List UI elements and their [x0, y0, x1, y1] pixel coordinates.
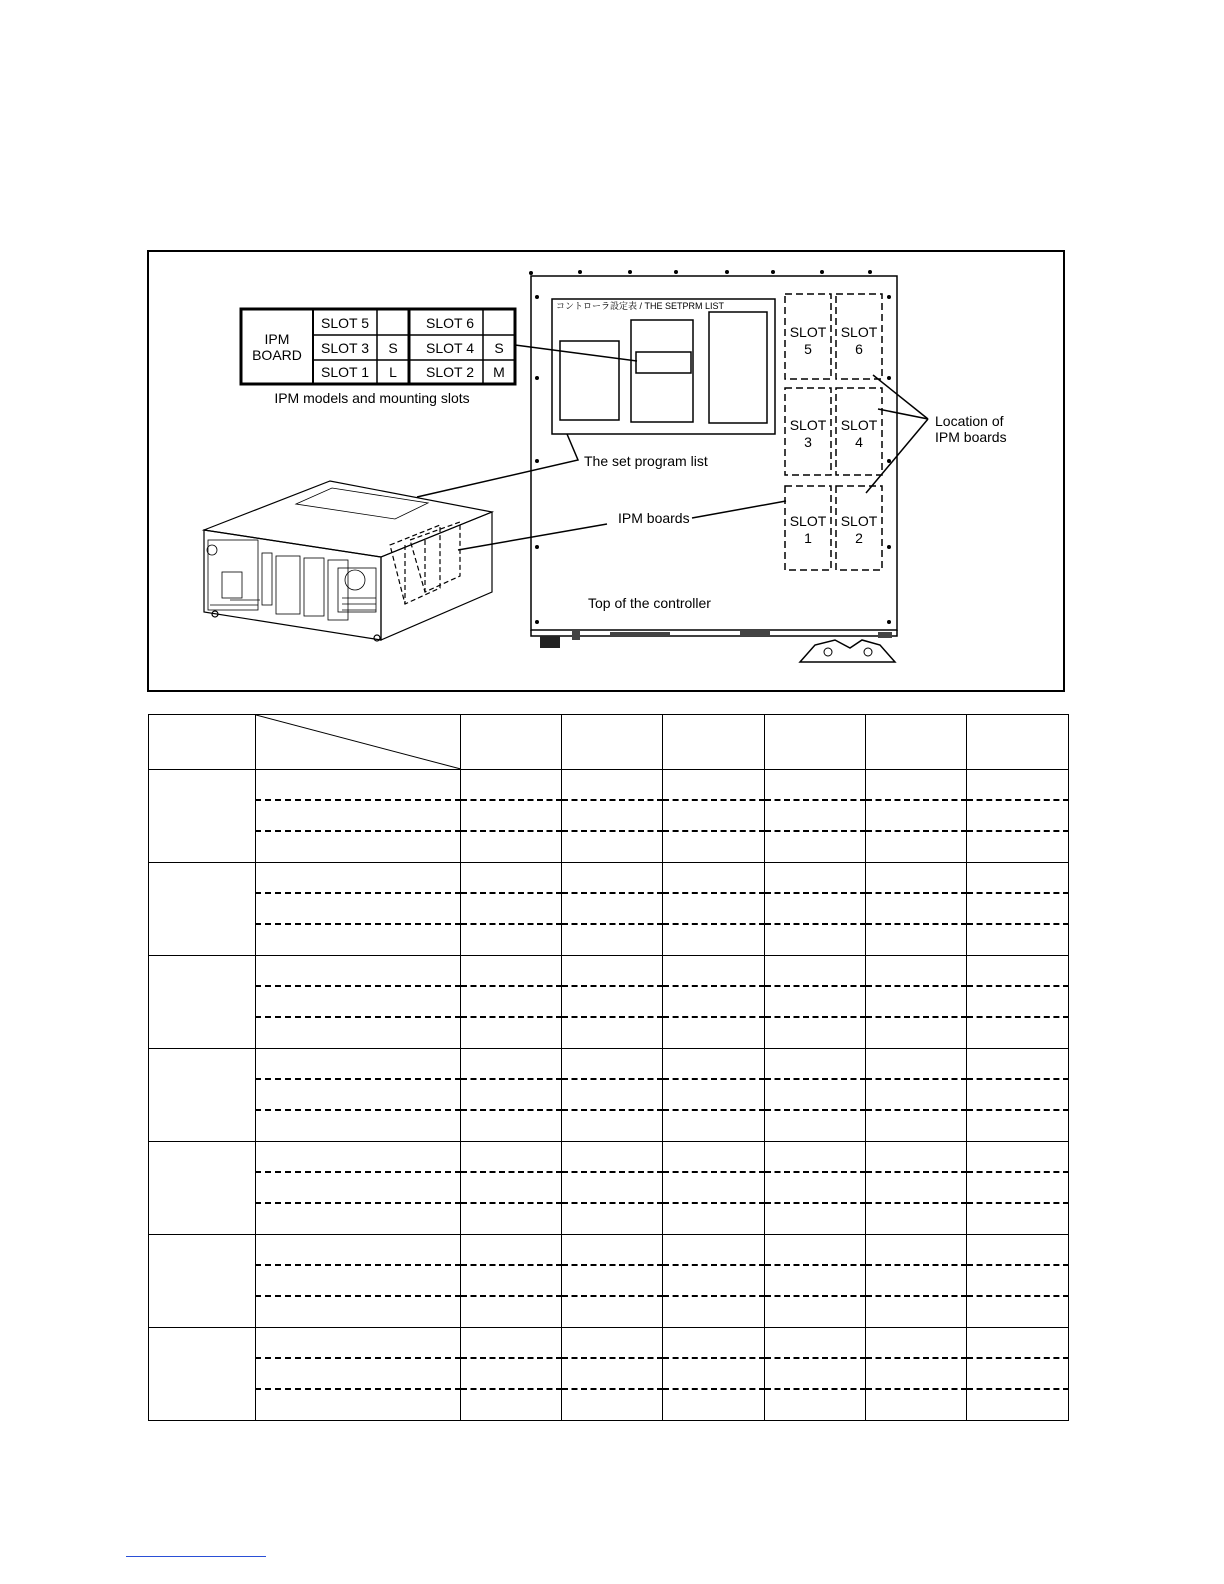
table-cell	[967, 1079, 1069, 1110]
table-cell	[256, 1141, 461, 1172]
slot-3-label: SLOT	[789, 417, 827, 433]
table-cell	[866, 862, 967, 893]
ipm-row-right-slot: SLOT 2	[426, 364, 474, 380]
table-cell	[967, 1265, 1069, 1296]
group-label-cell	[149, 769, 256, 862]
table-cell	[866, 831, 967, 862]
location-callout-line2: IPM boards	[935, 429, 1007, 445]
hinge-bracket	[800, 640, 895, 662]
table-cell	[663, 800, 765, 831]
ipm-board-label-1: IPM	[264, 331, 290, 347]
controller-figure	[0, 0, 1224, 700]
table-cell	[562, 1389, 663, 1420]
table-cell	[461, 862, 562, 893]
table-cell	[256, 986, 461, 1017]
table-row	[149, 1141, 1069, 1172]
table-cell	[562, 769, 663, 800]
table-cell	[967, 1048, 1069, 1079]
top-of-controller-caption: Top of the controller	[588, 595, 711, 611]
ipm-row-left-slot: SLOT 3	[321, 340, 369, 356]
table-cell	[461, 800, 562, 831]
table-cell	[562, 1234, 663, 1265]
table-cell	[256, 1358, 461, 1389]
table-row	[149, 1110, 1069, 1141]
table-cell	[866, 1048, 967, 1079]
table-cell	[461, 1358, 562, 1389]
table-cell	[461, 1079, 562, 1110]
table-cell	[562, 831, 663, 862]
table-cell	[967, 955, 1069, 986]
table-cell	[562, 893, 663, 924]
table-cell	[562, 955, 663, 986]
table-cell	[967, 1234, 1069, 1265]
table-cell	[461, 924, 562, 955]
table-cell	[663, 1141, 765, 1172]
ipm-row-left-slot: SLOT 1	[321, 364, 369, 380]
table-cell	[256, 831, 461, 862]
table-cell	[461, 831, 562, 862]
table-cell	[866, 1389, 967, 1420]
slot-6-number: 6	[855, 341, 863, 357]
slot-6-label: SLOT	[840, 324, 878, 340]
set-program-list-leader	[417, 434, 578, 497]
table-cell	[866, 893, 967, 924]
table-cell	[967, 1017, 1069, 1048]
table-cell	[765, 831, 866, 862]
table-cell	[967, 924, 1069, 955]
table-cell	[256, 893, 461, 924]
table-cell	[256, 1048, 461, 1079]
table-cell	[967, 1358, 1069, 1389]
table-cell	[765, 1296, 866, 1327]
group-label-cell	[149, 1327, 256, 1420]
table-cell	[866, 1234, 967, 1265]
header-cell	[866, 715, 967, 770]
table-cell	[256, 769, 461, 800]
table-cell	[256, 1296, 461, 1327]
table-cell	[967, 1327, 1069, 1358]
table-cell	[866, 769, 967, 800]
table-cell	[562, 1172, 663, 1203]
table-row	[149, 862, 1069, 893]
header-cell	[967, 715, 1069, 770]
header-cell	[149, 715, 256, 770]
table-cell	[967, 893, 1069, 924]
slot-2-number: 2	[855, 530, 863, 546]
table-cell	[663, 1265, 765, 1296]
header-cell	[461, 715, 562, 770]
table-cell	[461, 1296, 562, 1327]
ipm-models-table	[241, 309, 515, 384]
table-cell	[562, 1141, 663, 1172]
slot-5-number: 5	[804, 341, 812, 357]
blank-grid-table	[148, 714, 1069, 1421]
table-cell	[765, 893, 866, 924]
table-cell	[256, 800, 461, 831]
table-cell	[256, 1079, 461, 1110]
table-cell	[663, 1203, 765, 1234]
table-cell	[866, 1203, 967, 1234]
table-cell	[663, 831, 765, 862]
table-cell	[765, 1265, 866, 1296]
slot-1-number: 1	[804, 530, 812, 546]
group-label-cell	[149, 1234, 256, 1327]
table-cell	[562, 1203, 663, 1234]
table-cell	[663, 955, 765, 986]
table-cell	[967, 862, 1069, 893]
table-cell	[461, 1172, 562, 1203]
ipm-row-left-model: L	[389, 364, 397, 380]
table-cell	[562, 1079, 663, 1110]
ipm-table-caption: IPM models and mounting slots	[274, 390, 470, 406]
ipm-row-right-model: M	[493, 364, 505, 380]
table-cell	[461, 955, 562, 986]
table-cell	[256, 1234, 461, 1265]
table-cell	[967, 1141, 1069, 1172]
table-row	[149, 1017, 1069, 1048]
table-cell	[256, 1327, 461, 1358]
table-cell	[663, 1296, 765, 1327]
table-cell	[663, 924, 765, 955]
table-row	[149, 1203, 1069, 1234]
slot-2-label: SLOT	[840, 513, 878, 529]
table-cell	[663, 1358, 765, 1389]
table-cell	[256, 1172, 461, 1203]
header-cell	[562, 715, 663, 770]
table-row	[149, 1327, 1069, 1358]
table-row	[149, 831, 1069, 862]
table-cell	[562, 1265, 663, 1296]
table-cell	[765, 955, 866, 986]
table-cell	[967, 1172, 1069, 1203]
table-row	[149, 1358, 1069, 1389]
table-cell	[562, 1296, 663, 1327]
ipm-row-left-model: S	[388, 340, 398, 356]
table-cell	[256, 955, 461, 986]
table-cell	[765, 1327, 866, 1358]
table-cell	[765, 1358, 866, 1389]
table-cell	[765, 862, 866, 893]
slot-5-label: SLOT	[789, 324, 827, 340]
table-row	[149, 924, 1069, 955]
ipm-boards-leader-right	[692, 501, 786, 518]
table-cell	[256, 1017, 461, 1048]
table-cell	[461, 1017, 562, 1048]
table-cell	[765, 924, 866, 955]
table-cell	[967, 769, 1069, 800]
table-row	[149, 800, 1069, 831]
table-cell	[256, 1110, 461, 1141]
table-cell	[562, 862, 663, 893]
ipm-row-left-slot: SLOT 5	[321, 315, 369, 331]
location-callout-line1: Location of	[935, 413, 1004, 429]
table-cell	[765, 1172, 866, 1203]
table-cell	[866, 1172, 967, 1203]
table-row	[149, 769, 1069, 800]
controller-isometric-drawing	[204, 481, 492, 641]
table-cell	[967, 1110, 1069, 1141]
table-cell	[967, 800, 1069, 831]
header-cell	[765, 715, 866, 770]
table-cell	[256, 1389, 461, 1420]
table-cell	[967, 831, 1069, 862]
table-cell	[765, 769, 866, 800]
table-cell	[765, 1141, 866, 1172]
table-row	[149, 893, 1069, 924]
table-cell	[663, 1327, 765, 1358]
ipm-row-right-slot: SLOT 6	[426, 315, 474, 331]
table-cell	[765, 1079, 866, 1110]
table-cell	[663, 1389, 765, 1420]
table-row	[149, 955, 1069, 986]
table-cell	[461, 986, 562, 1017]
table-row	[149, 1265, 1069, 1296]
table-cell	[256, 862, 461, 893]
table-cell	[461, 1265, 562, 1296]
table-cell	[461, 1110, 562, 1141]
table-row	[149, 1296, 1069, 1327]
slot-4-label: SLOT	[840, 417, 878, 433]
table-cell	[461, 1234, 562, 1265]
ipm-boards-leader-left	[458, 524, 607, 550]
table-cell	[562, 1017, 663, 1048]
table-cell	[562, 986, 663, 1017]
table-cell	[866, 1358, 967, 1389]
table-cell	[461, 769, 562, 800]
table-cell	[663, 1048, 765, 1079]
footer-rule	[126, 1556, 266, 1557]
table-cell	[256, 1203, 461, 1234]
table-cell	[866, 800, 967, 831]
table-cell	[866, 1327, 967, 1358]
table-row	[149, 1079, 1069, 1110]
table-cell	[663, 769, 765, 800]
table-cell	[562, 800, 663, 831]
table-cell	[866, 955, 967, 986]
table-cell	[765, 1110, 866, 1141]
table-cell	[967, 1389, 1069, 1420]
table-cell	[461, 1327, 562, 1358]
table-cell	[967, 986, 1069, 1017]
table-cell	[461, 893, 562, 924]
table-cell	[967, 1203, 1069, 1234]
table-row	[149, 1048, 1069, 1079]
table-cell	[256, 1265, 461, 1296]
table-row	[149, 1234, 1069, 1265]
slot-3-number: 3	[804, 434, 812, 450]
table-cell	[256, 924, 461, 955]
table-row	[149, 1172, 1069, 1203]
header-row	[149, 715, 1069, 770]
table-cell	[461, 1048, 562, 1079]
ipm-boards-callout: IPM boards	[618, 510, 690, 526]
table-cell	[461, 1141, 562, 1172]
table-cell	[866, 1017, 967, 1048]
table-cell	[562, 1327, 663, 1358]
ipm-row-right-slot: SLOT 4	[426, 340, 474, 356]
table-row	[149, 1389, 1069, 1420]
ipm-board-label-2: BOARD	[252, 347, 302, 363]
table-cell	[866, 924, 967, 955]
table-cell	[562, 1358, 663, 1389]
setprm-list-label: コントローラ設定表 / THE SETPRM LIST	[556, 301, 725, 311]
table-cell	[663, 1234, 765, 1265]
setprm-list-box	[552, 299, 775, 434]
table-cell	[663, 986, 765, 1017]
table-cell	[765, 800, 866, 831]
table-row	[149, 986, 1069, 1017]
group-label-cell	[149, 1141, 256, 1234]
table-cell	[663, 893, 765, 924]
table-cell	[765, 1017, 866, 1048]
table-cell	[866, 1141, 967, 1172]
table-cell	[663, 1017, 765, 1048]
table-cell	[967, 1296, 1069, 1327]
table-cell	[866, 986, 967, 1017]
table-cell	[562, 924, 663, 955]
table-cell	[562, 1048, 663, 1079]
table-cell	[562, 1110, 663, 1141]
group-label-cell	[149, 1048, 256, 1141]
table-cell	[663, 1110, 765, 1141]
slot-4-number: 4	[855, 434, 863, 450]
table-cell	[461, 1389, 562, 1420]
table-cell	[663, 1172, 765, 1203]
group-label-cell	[149, 955, 256, 1048]
slot-1-label: SLOT	[789, 513, 827, 529]
table-cell	[866, 1110, 967, 1141]
table-cell	[765, 1048, 866, 1079]
table-cell	[866, 1265, 967, 1296]
ipm-row-right-model: S	[494, 340, 504, 356]
table-cell	[765, 1203, 866, 1234]
table-cell	[765, 986, 866, 1017]
set-program-list-callout: The set program list	[584, 453, 708, 469]
table-cell	[663, 862, 765, 893]
header-cell	[663, 715, 765, 770]
table-cell	[866, 1296, 967, 1327]
table-cell	[866, 1079, 967, 1110]
table-cell	[663, 1079, 765, 1110]
table-cell	[461, 1203, 562, 1234]
diagonal-header-cell	[256, 715, 461, 770]
group-label-cell	[149, 862, 256, 955]
table-cell	[765, 1234, 866, 1265]
table-cell	[765, 1389, 866, 1420]
